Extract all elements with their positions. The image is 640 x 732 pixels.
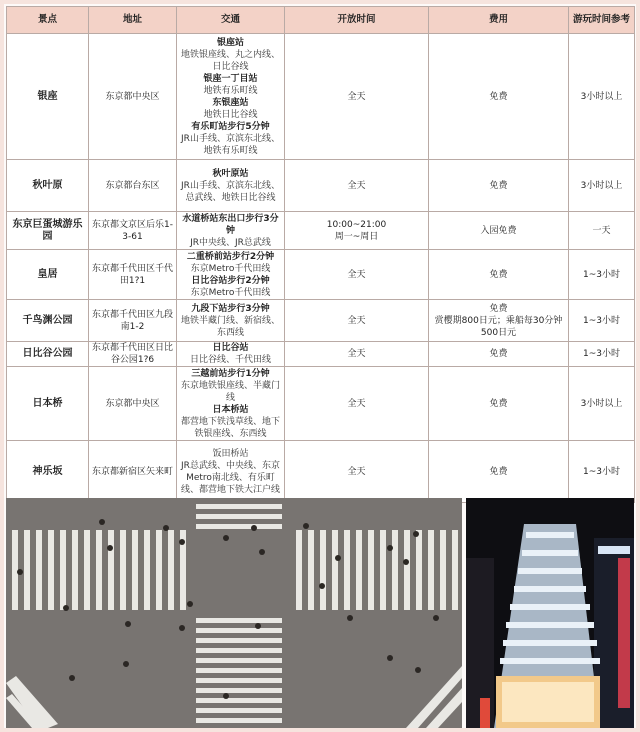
duration-cell: 1~3小时	[569, 342, 635, 367]
line-info: 东京地铁银座线、半藏门线	[180, 380, 280, 403]
spot-name-cell: 银座	[7, 34, 89, 160]
attractions-table	[6, 6, 635, 503]
station-name: 银座站	[216, 37, 244, 48]
transport-cell	[177, 160, 285, 212]
station-name: 银座一丁目站	[203, 73, 258, 84]
fee-text: 免费	[489, 91, 508, 102]
hours-cell: 全天	[285, 34, 429, 160]
fee-cell	[429, 212, 569, 250]
photo-strip-svg	[6, 498, 634, 728]
address-cell: 东京都文京区后乐1-3-61	[89, 212, 177, 250]
duration-cell: 3小时以上	[569, 160, 635, 212]
fee-text: 免费	[489, 269, 508, 280]
header-duration: 游玩时间参考	[569, 7, 635, 34]
line-info: JR总武线、中央线、东京Metro南北线、有乐町线、都营地下铁大江户线	[180, 460, 280, 495]
address-cell: 东京都新宿区矢来町	[89, 441, 177, 503]
fee-cell	[429, 34, 569, 160]
line-info: 东京Metro千代田线	[190, 287, 271, 298]
header-hours: 开放时间	[285, 7, 429, 34]
spot-name-cell: 日比谷公园	[7, 342, 89, 367]
line-info: JR中央线、JR总武线	[190, 237, 271, 248]
spot-name-cell: 秋叶原	[7, 160, 89, 212]
fee-text: 赏樱期800日元；乘船每30分钟500日元	[434, 315, 563, 338]
address-cell: 东京都千代田区日比谷公园1?6	[89, 342, 177, 367]
address-cell: 东京都台东区	[89, 160, 177, 212]
line-info: 日比谷线、千代田线	[189, 355, 271, 365]
line-info: JR山手线、京滨东北线、地铁有乐町线	[181, 133, 280, 156]
address-cell: 东京都千代田区九段南1-2	[89, 300, 177, 342]
attraction-sheet	[4, 4, 636, 728]
transport-cell	[177, 342, 285, 367]
fee-cell	[429, 250, 569, 300]
table-row	[7, 342, 635, 367]
hours-cell: 全天	[285, 160, 429, 212]
station-name: 东银座站	[212, 97, 249, 108]
fee-cell	[429, 160, 569, 212]
line-info: 地铁银座线、丸之内线、日比谷线	[180, 49, 280, 72]
spot-name-cell: 皇居	[7, 250, 89, 300]
fee-text: 免费	[489, 180, 508, 191]
duration-cell: 3小时以上	[569, 367, 635, 441]
station-name: 日比谷站	[212, 343, 249, 353]
transport-cell	[177, 34, 285, 160]
address-cell: 东京都中央区	[89, 367, 177, 441]
station-name: 九段下站步行3分钟	[191, 303, 270, 314]
line-info: 都营地下铁浅草线、地下铁银座线、东西线	[180, 416, 280, 439]
hours-cell: 全天	[285, 441, 429, 503]
spot-name-cell: 日本桥	[7, 367, 89, 441]
table-row	[7, 250, 635, 300]
hours-cell: 全天	[285, 250, 429, 300]
line-info: 地铁有乐町线	[203, 85, 258, 96]
hours-cell: 10:00~21:00 周一~周日	[285, 212, 429, 250]
duration-cell: 1~3小时	[569, 441, 635, 503]
spot-name-cell: 东京巨蛋城游乐园	[7, 212, 89, 250]
fee-cell	[429, 441, 569, 503]
duration-cell: 3小时以上	[569, 34, 635, 160]
transport-cell	[177, 212, 285, 250]
hours-cell: 全天	[285, 367, 429, 441]
fee-text: 入园免费	[480, 225, 517, 236]
table-row	[7, 34, 635, 160]
duration-cell: 一天	[569, 212, 635, 250]
header-fee: 费用	[429, 7, 569, 34]
fee-cell	[429, 300, 569, 342]
fee-text: 免费	[489, 303, 508, 314]
fee-text: 免费	[489, 349, 508, 359]
station-name: 三越前站步行1分钟	[191, 368, 270, 379]
station-name: 水道桥站东出口步行3分钟	[182, 213, 279, 236]
photo-strip	[6, 498, 634, 728]
line-info: 饭田桥站	[212, 448, 249, 459]
table-header-row	[7, 7, 635, 34]
duration-cell: 1~3小时	[569, 300, 635, 342]
line-info: 地铁日比谷线	[203, 109, 258, 120]
hours-cell: 全天	[285, 300, 429, 342]
header-transport: 交通	[177, 7, 285, 34]
header-address: 地址	[89, 7, 177, 34]
hours-cell: 全天	[285, 342, 429, 367]
station-name: 秋叶原站	[212, 168, 249, 179]
station-name: 二重桥前站步行2分钟	[186, 251, 275, 262]
station-name: 日本桥站	[212, 404, 249, 415]
transport-cell	[177, 250, 285, 300]
fee-cell	[429, 367, 569, 441]
table-row	[7, 300, 635, 342]
header-spot: 景点	[7, 7, 89, 34]
line-info: 地铁半藏门线、新宿线、东西线	[180, 315, 280, 338]
line-info: JR山手线、京滨东北线、总武线、地铁日比谷线	[181, 180, 280, 203]
address-cell: 东京都千代田区千代田1?1	[89, 250, 177, 300]
table-row	[7, 367, 635, 441]
spot-name-cell: 神乐坂	[7, 441, 89, 503]
duration-cell: 1~3小时	[569, 250, 635, 300]
transport-cell	[177, 367, 285, 441]
station-name: 日比谷站步行2分钟	[191, 275, 270, 286]
transport-cell	[177, 300, 285, 342]
table-row	[7, 160, 635, 212]
night-building-photo	[466, 498, 634, 728]
spot-name-cell: 千鸟渊公园	[7, 300, 89, 342]
address-cell: 东京都中央区	[89, 34, 177, 160]
table-row	[7, 212, 635, 250]
station-name: 有乐町站步行5分钟	[191, 121, 270, 132]
fee-text: 免费	[489, 466, 508, 477]
fee-text: 免费	[489, 398, 508, 409]
table-row	[7, 441, 635, 503]
aerial-crosswalk-photo	[6, 498, 462, 728]
line-info: 东京Metro千代田线	[190, 263, 271, 274]
transport-cell	[177, 441, 285, 503]
fee-cell	[429, 342, 569, 367]
